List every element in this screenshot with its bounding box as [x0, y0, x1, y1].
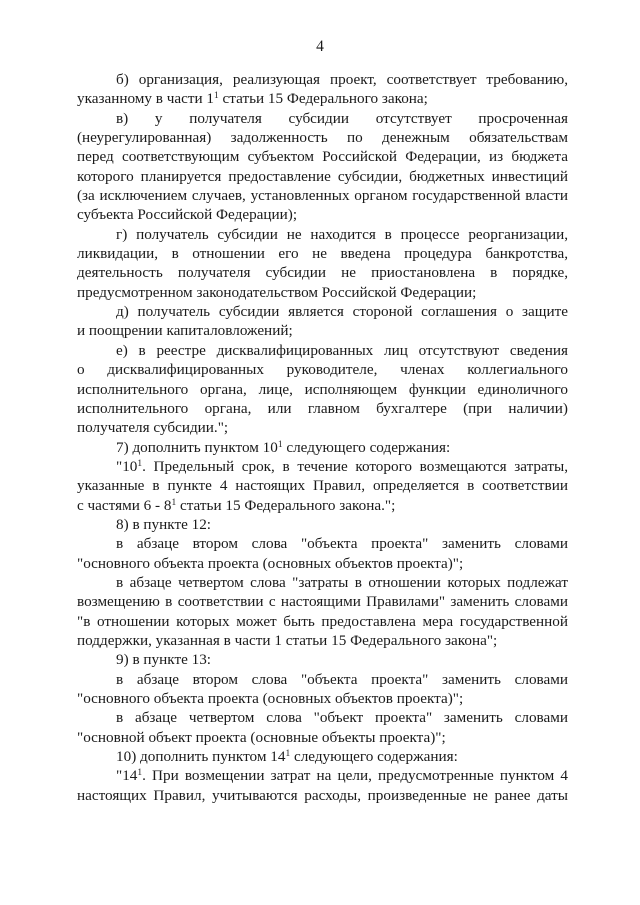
text-line: (неурегулированная) задолженность по денежным обязательствам: [77, 129, 568, 147]
text-line: "$10^1$. Предельный срок, в течение которого возмещаются затраты,: [116, 457, 568, 475]
superscript-index: 1: [137, 768, 143, 779]
text-line: в абзаце втором слова "объекта проекта" заменить словами: [116, 535, 568, 553]
text-line: с частями $6 - 8^1$ статьи 15 Федерального закона.";: [77, 496, 396, 514]
text-line: указанные в пункте 4 настоящих Правил, определяется в соответствии: [77, 477, 568, 495]
text-line: получателя субсидии.";: [77, 419, 229, 437]
text-line: д) получатель субсидии является стороной соглашения о защите: [116, 303, 568, 321]
text-line: деятельность получателя субсидии не приостановлена в порядке,: [77, 264, 568, 282]
text-line: "основного объекта проекта (основных объектов проекта)";: [77, 554, 464, 572]
text-line: 9) в пункте 13:: [116, 651, 212, 669]
text-line: перед соответствующим субъектом Российской Федерации, из бюджета: [77, 148, 568, 166]
text-line: 7) дополнить пунктом $10^1$ следующего содержания:: [116, 438, 451, 456]
page-number: 4: [316, 38, 324, 55]
text-line: "основной объект проекта (основные объекты проекта)";: [77, 728, 446, 746]
text-line: о дисквалифицированных руководителе, членах коллегиального: [77, 361, 568, 379]
text-line: исполнительного органа, лице, исполняющем функции единоличного: [77, 380, 568, 398]
text-line: г) получатель субсидии не находится в процессе реорганизации,: [116, 225, 568, 243]
text-line: исполнительного органа, или главном бухгалтере (при наличии): [77, 399, 568, 417]
text-line: в абзаце четвертом слова "объект проекта" заменить словами: [116, 709, 568, 727]
text-line: б) организация, реализующая проект, соответствует требованию,: [116, 71, 568, 88]
text-line: в абзаце втором слова "объекта проекта" заменить словами: [116, 670, 568, 688]
text-line: "основного объекта проекта (основных объектов проекта)";: [77, 690, 464, 707]
text-line: в) у получателя субсидии отсутствует просроченная: [116, 109, 568, 127]
text-line: субъекта Российской Федерации);: [77, 206, 298, 224]
text-line: которого планируется предоставление субсидии, бюджетных инвестиций: [77, 167, 568, 185]
text-line: 10) дополнить пунктом $14^1$ следующего содержания:: [116, 748, 458, 766]
text-line: и поощрении капиталовложений;: [77, 322, 293, 340]
superscript-index: 1: [171, 497, 177, 508]
text-line: настоящих Правил, учитываются расходы, произведенные не ранее даты: [77, 786, 568, 804]
text-line: "$14^1$. При возмещении затрат на цели, предусмотренные пунктом 4: [116, 767, 568, 785]
superscript-index: 1: [285, 748, 291, 759]
text-line: указанному в части $1^1$ статьи 15 Федерального закона;: [77, 90, 428, 108]
superscript-index: 1: [214, 91, 219, 102]
text-line: ликвидации, в отношении его не введена процедура банкротства,: [77, 245, 568, 263]
text-line: 8) в пункте 12:: [116, 515, 212, 533]
text-line: "в отношении которых может быть предоставлена мера государственной: [77, 612, 568, 630]
text-line: (за исключением случаев, установленных органом государственной власти: [77, 187, 568, 205]
document-body: [77, 70, 568, 805]
superscript-index: 1: [137, 458, 143, 469]
text-line: поддержки, указанная в части 1 статьи 15 Федерального закона";: [77, 631, 498, 649]
text-line: в абзаце четвертом слова "затраты в отношении которых подлежат: [116, 573, 568, 591]
text-line: возмещению в соответствии с настоящими Правилами" заменить словами: [77, 593, 568, 611]
superscript-index: 1: [277, 439, 283, 450]
text-line: предусмотренном законодательством Российской Федерации;: [77, 283, 477, 301]
text-line: е) в реестре дисквалифицированных лиц отсутствуют сведения: [116, 341, 568, 359]
